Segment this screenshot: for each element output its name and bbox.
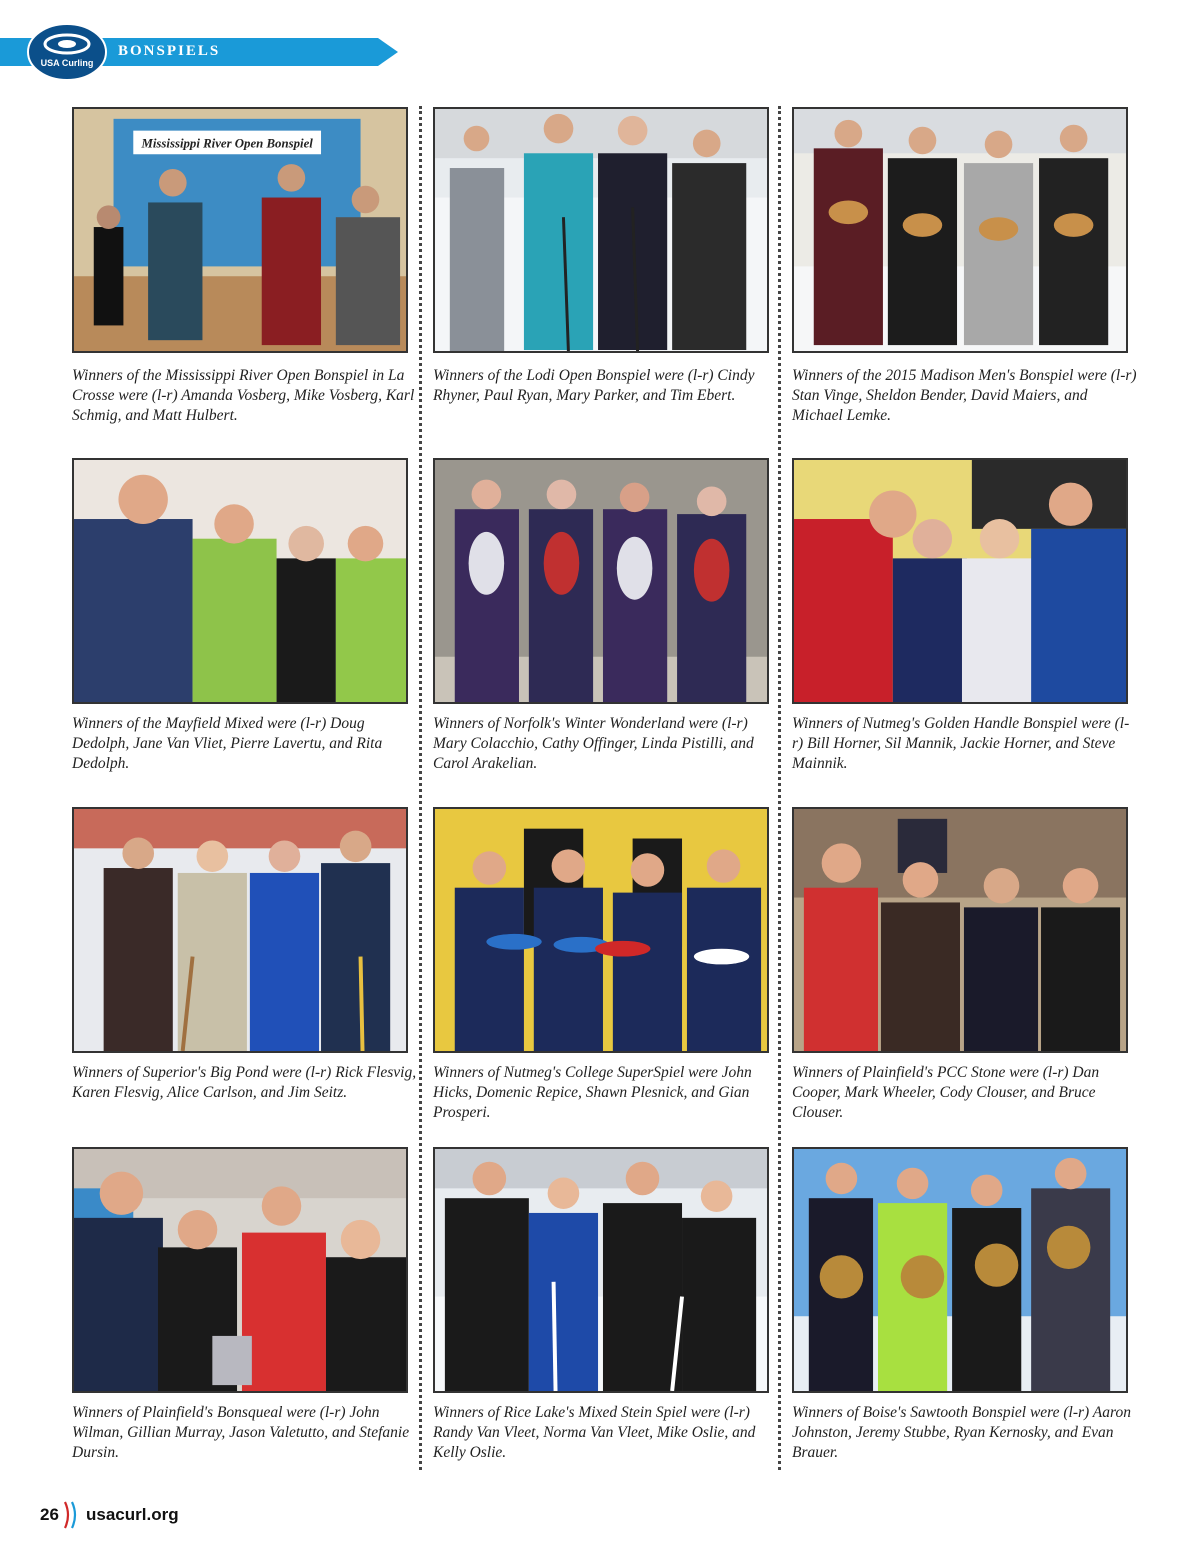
photo-plainfield-bonsqueal [72, 1147, 408, 1393]
caption-lodi-open: Winners of the Lodi Open Bonspiel were (l-r) Cindy Rhyner, Paul Ryan, Mary Parker, and Tim Ebert. [433, 367, 755, 404]
banner-sign-text: Mississippi River Open Bonspiel [141, 136, 313, 151]
caption-boise-sawtooth: Winners of Boise's Sawtooth Bonspiel were (l-r) Aaron Johnston, Jeremy Stubbe, Ryan Kernosky, and Evan Brauer. [792, 1404, 1131, 1461]
caption-nutmeg-college-superspiel: Winners of Nutmeg's College SuperSpiel were John Hicks, Domenic Repice, Shawn Plesnick, and Gian Prosperi. [433, 1064, 752, 1121]
caption-rice-lake-mixed-stein: Winners of Rice Lake's Mixed Stein Spiel were (l-r) Randy Van Vleet, Norma Van Vleet, Mike Oslie, and Kelly Oslie. [433, 1404, 756, 1461]
caption-nutmeg-golden-handle: Winners of Nutmeg's Golden Handle Bonspiel were (l-r) Bill Horner, Sil Mannik, Jackie Horner, and Steve Mainnik. [792, 715, 1130, 772]
caption-plainfield-pcc-stone: Winners of Plainfield's PCC Stone were (l-r) Dan Cooper, Mark Wheeler, Cody Clouser, and Bruce Clouser. [792, 1064, 1100, 1121]
photo-rice-lake-mixed-stein [433, 1147, 769, 1393]
caption-madison-mens: Winners of the 2015 Madison Men's Bonspiel were (l-r) Stan Vinge, Sheldon Bender, David Maiers, and Michael Lemke. [792, 367, 1137, 424]
photo-madison-mens [792, 107, 1128, 353]
usa-curling-logo[interactable] [26, 22, 108, 82]
photo-norfolk-winter-wonderland [433, 458, 769, 704]
caption-mississippi-river-open: Winners of the Mississippi River Open Bonspiel in La Crosse were (l-r) Amanda Vosberg, Mike Vosberg, Karl Schmig, and Matt Hulbert. [72, 367, 415, 424]
caption-mayfield-mixed: Winners of the Mayfield Mixed were (l-r) Doug Dedolph, Jane Van Vliet, Pierre Lavertu, and Rita Dedolph. [72, 715, 383, 772]
photo-mayfield-mixed [72, 458, 408, 704]
column-divider-2 [778, 106, 781, 1470]
photo-boise-sawtooth [792, 1147, 1128, 1393]
column-divider-1 [419, 106, 422, 1470]
photo-superior-big-pond [72, 807, 408, 1053]
photo-nutmeg-college-superspiel [433, 807, 769, 1053]
photo-lodi-open [433, 107, 769, 353]
caption-plainfield-bonsqueal: Winners of Plainfield's Bonsqueal were (l-r) John Wilman, Gillian Murray, Jason Valetutto, and Stefanie Dursin. [72, 1404, 410, 1461]
photo-plainfield-pcc-stone [792, 807, 1128, 1053]
svg-text:USA Curling: USA Curling [40, 58, 94, 68]
page-number: 26 [40, 1505, 59, 1524]
photo-mississippi-river-open [72, 107, 408, 353]
section-title: BONSPIELS [118, 43, 221, 59]
website-link[interactable]: usacurl.org [86, 1505, 179, 1524]
bracket-mark-icon [61, 1500, 81, 1535]
caption-superior-big-pond: Winners of Superior's Big Pond were (l-r) Rick Flesvig, Karen Flesvig, Alice Carlson, and Jim Seitz. [72, 1064, 417, 1101]
caption-norfolk-winter-wonderland: Winners of Norfolk's Winter Wonderland were (l-r) Mary Colacchio, Cathy Offinger, Linda Pistilli, and Carol Arakelian. [433, 715, 754, 772]
photo-nutmeg-golden-handle [792, 458, 1128, 704]
